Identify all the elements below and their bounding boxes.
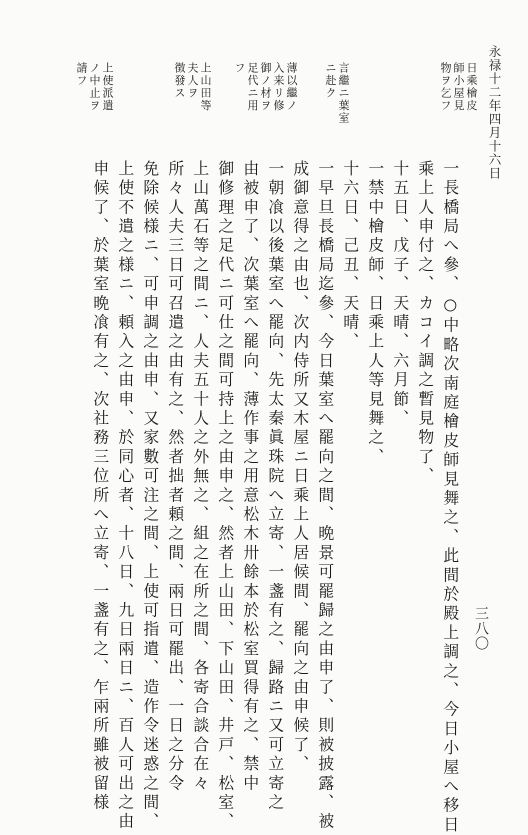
- margin-note-3: 薄以繼ノ 入来リ修 御ノ材ヲ 足代ニ用 フ: [233, 62, 298, 112]
- margin-note-2: 言繼ニ葉室 ニ赴ク: [324, 62, 350, 125]
- text-line-15: 申候了、於葉室晩飡有之、次社務三位所へ立寄、一盞有之、乍兩所雖被留様: [90, 160, 110, 813]
- text-line-8: 一朝飡以後葉室へ罷向、先太秦眞珠院へ立寄、一盞有之、歸路ニ又可立寄之: [265, 160, 285, 813]
- page-header: 永禄十二年四月十六日: [487, 45, 502, 180]
- page-number: 三八〇: [473, 606, 489, 651]
- text-line-1: 一長橋局へ參、○中略次南庭檜皮師見舞之、此間於殿上調之、今日小屋へ移日: [440, 160, 460, 835]
- text-line-12: 所々人夫三日可召遣之由有之、然者拙者頼之間、兩日可罷出、一日之分令: [165, 160, 185, 794]
- margin-note-4: 上山田等 夫人ヲ 徴發ス: [173, 62, 212, 112]
- text-line-4: 一禁中檜皮師、日乘上人等見舞之、: [365, 160, 385, 468]
- margin-note-1: 日乘檜皮 師小屋見 物ヲ乞フ: [439, 62, 478, 112]
- text-line-2: 乘上人申付之、カコイ調之暫見物了、: [415, 160, 435, 487]
- text-line-5: 十六日、己丑、天晴、: [340, 160, 360, 352]
- text-line-3: 十五日、戊子、天晴、六月節、: [390, 160, 410, 429]
- text-line-9: 由被申了、次葉室へ罷向、薄作事之用意松木卅餘本於松室買得有之、禁中: [240, 160, 260, 794]
- text-line-6: 一早旦長橋局迄參、今日葉室へ罷向之間、晩景可罷歸之由申了、則被披露、被: [315, 160, 335, 832]
- text-line-10: 御修理之足代ニ可仕之間可持上之由申之、然者上山田、下山田、井戸、松室、: [215, 160, 235, 832]
- margin-notes: [48, 62, 478, 132]
- text-line-7: 成御意得之由也、次内侍所又木屋ニ日乘上人居候間、罷向之由申候了、: [290, 160, 310, 775]
- text-line-14: 上使不遣之様ニ、頼入之由申、於同心者、十八日、九日兩日ニ、百人可出之由: [115, 160, 135, 832]
- text-line-11: 上山萬石等之間ニ、人夫五十人之外無之、組之在所之間、各寄合談合在々: [190, 160, 210, 794]
- margin-note-5: 上使派遣 ノ中止ヲ 請フ: [75, 62, 114, 112]
- text-line-13: 免除候様ニ、可申調之由申、又家數可注之間、上使可指遣、造作令迷惑之間、: [140, 160, 160, 832]
